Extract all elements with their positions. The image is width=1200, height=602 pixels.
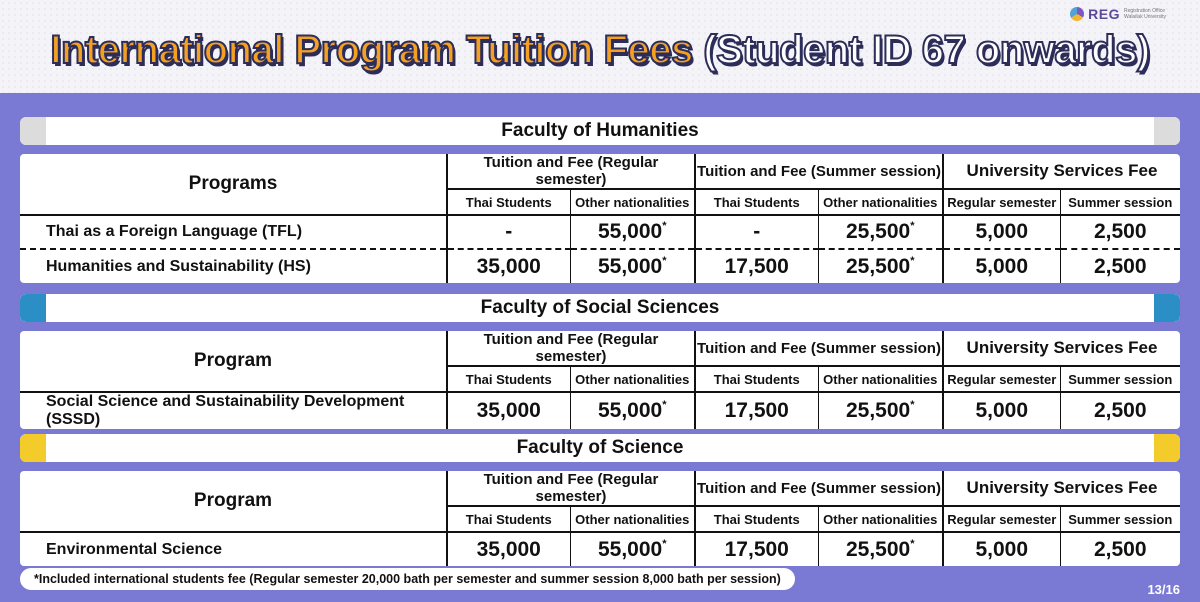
summer-other-fee xyxy=(818,249,943,283)
regular-other-fee xyxy=(570,532,695,566)
program-name: Humanities and Sustainability (HS) xyxy=(20,249,447,283)
tuition-regular-header: Tuition and Fee (Regular semester) xyxy=(447,471,695,506)
col-regular-semester: Regular semester xyxy=(943,506,1060,532)
col-thai-students: Thai Students xyxy=(695,506,818,532)
usf-summer-fee: 2,500 xyxy=(1093,254,1147,278)
col-other-nationalities: Other nationalities xyxy=(570,506,695,532)
science-fee-table xyxy=(20,471,1180,566)
regular-other-fee xyxy=(570,215,695,249)
col-other-nationalities: Other nationalities xyxy=(818,366,943,392)
summer-thai-fee: 17,500 xyxy=(695,392,818,429)
col-other-nationalities: Other nationalities xyxy=(570,366,695,392)
logo-text: REG xyxy=(1088,6,1120,22)
logo-subtitle: Registration Office Walailak University xyxy=(1124,8,1167,20)
fee-value: 55,000 xyxy=(597,254,663,278)
tuition-regular-header: Tuition and Fee (Regular semester) xyxy=(447,154,695,189)
usf-header: University Services Fee xyxy=(943,154,1180,189)
page-number: 13/16 xyxy=(1147,582,1180,597)
regular-thai-fee: 35,000 xyxy=(447,249,570,283)
col-other-nationalities: Other nationalities xyxy=(818,189,943,215)
asterisk: * xyxy=(662,537,667,550)
col-summer-session: Summer session xyxy=(1060,189,1180,215)
program-name: Thai as a Foreign Language (TFL) xyxy=(20,215,447,249)
usf-regular-fee: 5,000 xyxy=(943,532,1060,566)
col-thai-students: Thai Students xyxy=(447,366,570,392)
usf-header: University Services Fee xyxy=(943,471,1180,506)
col-thai-students: Thai Students xyxy=(447,506,570,532)
col-other-nationalities: Other nationalities xyxy=(818,506,943,532)
col-thai-students: Thai Students xyxy=(695,189,818,215)
bar-cap-right xyxy=(1154,117,1180,145)
programs-header: Program xyxy=(20,331,447,392)
faculty-title: Faculty of Science xyxy=(516,437,684,458)
tuition-summer-header: Tuition and Fee (Summer session) xyxy=(695,331,943,366)
tuition-regular-header: Tuition and Fee (Regular semester) xyxy=(447,331,695,366)
asterisk: * xyxy=(910,399,915,411)
summer-other-fee xyxy=(818,215,943,249)
col-summer-session: Summer session xyxy=(1060,366,1180,392)
table-row xyxy=(20,215,1180,249)
regular-other-fee xyxy=(570,392,695,429)
summer-thai-fee: 17,500 xyxy=(695,532,818,566)
regular-other-fee xyxy=(570,249,695,283)
table-row xyxy=(20,249,1180,283)
tuition-summer-header: Tuition and Fee (Summer session) xyxy=(695,471,943,506)
usf-summer-fee: 2,500 xyxy=(1093,399,1147,422)
col-thai-students: Thai Students xyxy=(447,189,570,215)
bar-cap-left xyxy=(20,294,46,322)
humanities-fee-table xyxy=(20,154,1180,283)
faculty-title: Faculty of Humanities xyxy=(501,120,699,141)
header xyxy=(0,0,1200,93)
asterisk: * xyxy=(662,254,667,267)
regular-thai-fee: 35,000 xyxy=(447,392,570,429)
fee-value: 55,000 xyxy=(597,220,663,243)
reg-logo-icon xyxy=(1070,7,1084,21)
fee-value: 25,500 xyxy=(845,537,911,561)
program-name: Social Science and Sustainability Development (SSSD) xyxy=(20,392,447,429)
col-regular-semester: Regular semester xyxy=(943,189,1060,215)
faculty-humanities-bar xyxy=(20,117,1180,145)
fee-value: 55,000 xyxy=(597,399,663,422)
summer-thai-fee: 17,500 xyxy=(695,249,818,283)
usf-regular-fee: 5,000 xyxy=(943,392,1060,429)
usf-regular-fee: 5,000 xyxy=(943,249,1060,283)
asterisk: * xyxy=(910,220,915,232)
regular-thai-fee: - xyxy=(447,215,570,249)
page-title xyxy=(0,28,1200,73)
fee-value: 55,000 xyxy=(597,537,663,561)
usf-summer-fee: 2,500 xyxy=(1093,537,1147,561)
usf-header: University Services Fee xyxy=(943,331,1180,366)
bar-cap-right xyxy=(1154,294,1180,322)
programs-header: Programs xyxy=(20,154,447,215)
footnote: *Included international students fee (Regular semester 20,000 bath per semester and summer session 8,000 bath per session) xyxy=(20,568,795,590)
fee-value: 25,500 xyxy=(845,399,911,422)
col-thai-students: Thai Students xyxy=(695,366,818,392)
usf-summer-fee: 2,500 xyxy=(1060,215,1180,249)
faculty-social-sciences-bar xyxy=(20,294,1180,322)
bar-cap-right xyxy=(1154,434,1180,462)
bar-cap-left xyxy=(20,434,46,462)
table-row xyxy=(20,392,1180,429)
summer-other-fee xyxy=(818,392,943,429)
social-sciences-fee-table xyxy=(20,331,1180,429)
program-name: Environmental Science xyxy=(20,532,447,566)
table-row xyxy=(20,532,1180,566)
programs-header: Program xyxy=(20,471,447,532)
title-suffix: (Student ID 67 onwards) xyxy=(703,28,1150,72)
regular-thai-fee: 35,000 xyxy=(447,532,570,566)
faculty-science-bar xyxy=(20,434,1180,462)
asterisk: * xyxy=(910,537,915,550)
reg-logo xyxy=(1070,6,1182,22)
title-main: International Program Tuition Fees xyxy=(50,28,693,72)
faculty-title: Faculty of Social Sciences xyxy=(480,297,720,318)
col-regular-semester: Regular semester xyxy=(943,366,1060,392)
bar-cap-left xyxy=(20,117,46,145)
tuition-summer-header: Tuition and Fee (Summer session) xyxy=(695,154,943,189)
usf-regular-fee: 5,000 xyxy=(943,215,1060,249)
summer-thai-fee: - xyxy=(695,215,818,249)
asterisk: * xyxy=(662,220,667,232)
fee-value: 25,500 xyxy=(845,220,911,243)
asterisk: * xyxy=(910,254,915,267)
col-summer-session: Summer session xyxy=(1060,506,1180,532)
col-other-nationalities: Other nationalities xyxy=(570,189,695,215)
asterisk: * xyxy=(662,399,667,411)
fee-value: 25,500 xyxy=(845,254,911,278)
summer-other-fee xyxy=(818,532,943,566)
